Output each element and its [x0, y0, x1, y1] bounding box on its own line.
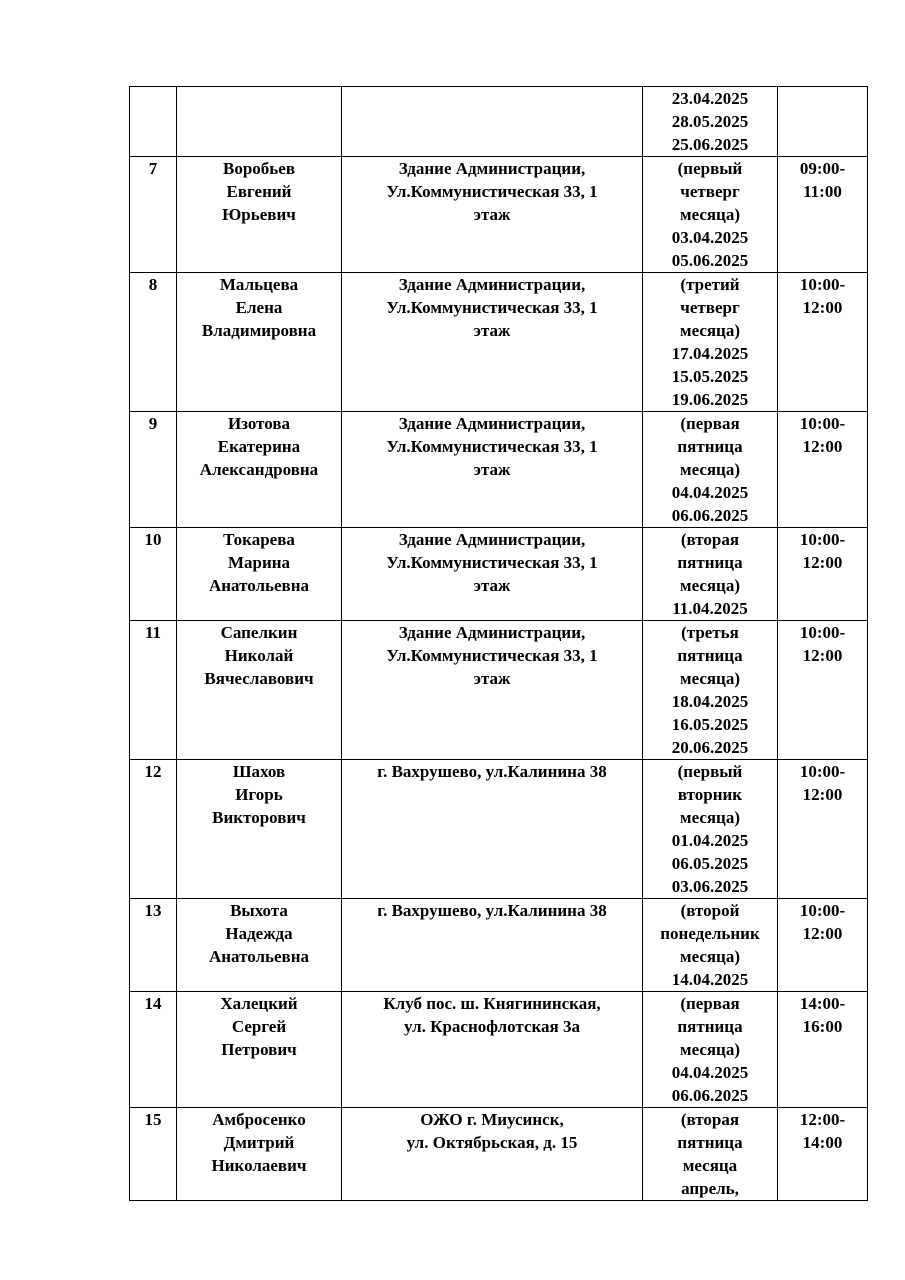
schedule-dates-cell-line: (первый — [677, 159, 743, 178]
reception-time-cell — [778, 528, 868, 621]
row-number-cell: 7 — [130, 157, 177, 273]
person-name-cell — [177, 273, 342, 412]
schedule-dates-cell — [643, 1108, 778, 1201]
schedule-dates-cell-line: 23.04.2025 — [671, 89, 749, 108]
address-cell-line: этаж — [473, 576, 511, 595]
schedule-dates-cell-line: месяца — [682, 1156, 738, 1175]
address-cell — [342, 528, 643, 621]
schedule-dates-cell-line: 01.04.2025 — [671, 831, 749, 850]
reception-time-cell-line: 10:00- — [799, 275, 846, 294]
address-cell-line: г. Вахрушево, ул.Калинина 38 — [377, 901, 607, 920]
address-cell-line: Здание Администрации, — [398, 623, 586, 642]
person-name-cell-line: Екатерина — [217, 437, 301, 456]
schedule-dates-cell-line: 19.06.2025 — [671, 390, 749, 409]
schedule-dates-cell-line: 20.06.2025 — [671, 738, 749, 757]
person-name-cell-line: Елена — [235, 298, 283, 317]
row-number-cell: 13 — [130, 899, 177, 992]
person-name-cell — [177, 992, 342, 1108]
row-number-cell: 8 — [130, 273, 177, 412]
address-cell — [342, 157, 643, 273]
schedule-dates-cell-line: (первый — [677, 762, 743, 781]
reception-time-cell-line: 12:00 — [802, 553, 843, 572]
schedule-dates-cell-line: пятница — [677, 437, 743, 456]
address-cell — [342, 621, 643, 760]
schedule-dates-cell-line: 25.06.2025 — [671, 135, 749, 154]
person-name-cell-line: Юрьевич — [222, 205, 296, 224]
reception-time-cell-line: 12:00 — [802, 437, 843, 456]
reception-time-cell — [778, 157, 868, 273]
address-cell-line: Здание Администрации, — [398, 414, 586, 433]
reception-time-cell-line: 11:00 — [803, 182, 842, 201]
schedule-dates-cell — [643, 412, 778, 528]
schedule-dates-cell-line: 04.04.2025 — [671, 483, 749, 502]
schedule-dates-cell-line: 16.05.2025 — [671, 715, 749, 734]
person-name-cell — [177, 528, 342, 621]
reception-time-cell-line: 16:00 — [802, 1017, 843, 1036]
schedule-dates-cell-line: апрель, — [681, 1179, 739, 1198]
reception-time-cell — [778, 899, 868, 992]
person-name-cell-line: Анатольевна — [208, 576, 310, 595]
row-number-cell: 11 — [130, 621, 177, 760]
reception-time-cell-line: 10:00- — [799, 623, 846, 642]
schedule-dates-cell — [643, 157, 778, 273]
schedule-dates-cell-line: четверг — [680, 298, 740, 317]
address-cell — [342, 899, 643, 992]
schedule-dates-cell-line: (второй — [680, 901, 740, 920]
schedule-table-body — [130, 87, 868, 1201]
schedule-dates-cell-line: 06.06.2025 — [671, 1086, 749, 1105]
schedule-dates-cell-line: 11.04.2025 — [672, 599, 748, 618]
schedule-dates-cell — [643, 621, 778, 760]
reception-time-cell — [778, 87, 868, 157]
address-cell-line: этаж — [473, 205, 511, 224]
person-name-cell-line: Николаевич — [211, 1156, 307, 1175]
schedule-dates-cell-line: вторник — [677, 785, 743, 804]
person-name-cell-line: Амбросенко — [212, 1110, 306, 1129]
person-name-cell-line: Николай — [224, 646, 294, 665]
person-name-cell-line: Мальцева — [219, 275, 299, 294]
reception-time-cell-line: 12:00 — [802, 924, 843, 943]
address-cell — [342, 412, 643, 528]
person-name-cell — [177, 899, 342, 992]
person-name-cell-line: Марина — [227, 553, 291, 572]
row-number-cell: 12 — [130, 760, 177, 899]
reception-time-cell-line: 12:00 — [802, 785, 843, 804]
row-number-cell: 9 — [130, 412, 177, 528]
table-row — [130, 621, 868, 760]
reception-time-cell-line: 10:00- — [799, 901, 846, 920]
schedule-dates-cell-line: (третья — [681, 623, 739, 642]
person-name-cell-line: Шахов — [232, 762, 286, 781]
address-cell — [342, 992, 643, 1108]
schedule-dates-cell-line: месяца) — [679, 576, 741, 595]
person-name-cell-line: Выхота — [230, 901, 288, 920]
person-name-cell-line: Надежда — [225, 924, 293, 943]
address-cell-line: ул. Краснофлотская 3а — [404, 1017, 580, 1036]
schedule-dates-cell-line: 03.06.2025 — [671, 877, 749, 896]
reception-time-cell-line: 09:00- — [799, 159, 846, 178]
table-row — [130, 899, 868, 992]
table-row — [130, 412, 868, 528]
schedule-dates-cell-line: месяца) — [679, 1040, 741, 1059]
address-cell-line: Ул.Коммунистическая 33, 1 — [386, 182, 598, 201]
schedule-dates-cell — [643, 528, 778, 621]
row-number-cell: 10 — [130, 528, 177, 621]
schedule-dates-cell-line: пятница — [677, 646, 743, 665]
schedule-table — [129, 86, 868, 1201]
address-cell-line: Ул.Коммунистическая 33, 1 — [386, 298, 598, 317]
reception-time-cell — [778, 621, 868, 760]
schedule-dates-cell-line: пятница — [677, 1133, 743, 1152]
address-cell-line: Здание Администрации, — [398, 530, 586, 549]
person-name-cell-line: Викторович — [212, 808, 306, 827]
address-cell-line: Ул.Коммунистическая 33, 1 — [386, 437, 598, 456]
schedule-dates-cell-line: (первая — [680, 414, 740, 433]
address-cell — [342, 87, 643, 157]
table-row — [130, 87, 868, 157]
schedule-dates-cell — [643, 273, 778, 412]
table-row — [130, 157, 868, 273]
person-name-cell-line: Вячеславович — [204, 669, 314, 688]
person-name-cell-line: Анатольевна — [208, 947, 310, 966]
reception-time-cell-line: 10:00- — [799, 762, 846, 781]
schedule-dates-cell-line: (третий — [680, 275, 740, 294]
schedule-dates-cell-line: 06.05.2025 — [671, 854, 749, 873]
schedule-dates-cell-line: (вторая — [680, 1110, 740, 1129]
reception-time-cell — [778, 412, 868, 528]
schedule-dates-cell-line: 14.04.2025 — [671, 970, 749, 989]
schedule-dates-cell — [643, 899, 778, 992]
schedule-dates-cell-line: месяца) — [679, 321, 741, 340]
schedule-dates-cell-line: 06.06.2025 — [671, 506, 749, 525]
schedule-dates-cell-line: четверг — [680, 182, 740, 201]
address-cell-line: этаж — [473, 460, 511, 479]
schedule-dates-cell-line: пятница — [677, 553, 743, 572]
address-cell — [342, 1108, 643, 1201]
schedule-dates-cell — [643, 992, 778, 1108]
reception-time-cell-line: 10:00- — [799, 530, 846, 549]
address-cell-line: Здание Администрации, — [398, 159, 586, 178]
address-cell-line: г. Вахрушево, ул.Калинина 38 — [377, 762, 607, 781]
schedule-dates-cell-line: (вторая — [680, 530, 740, 549]
schedule-dates-cell-line: 05.06.2025 — [671, 251, 749, 270]
person-name-cell-line: Сапелкин — [220, 623, 298, 642]
person-name-cell — [177, 1108, 342, 1201]
row-number-cell: 14 — [130, 992, 177, 1108]
person-name-cell — [177, 760, 342, 899]
person-name-cell-line: Халецкий — [220, 994, 298, 1013]
address-cell — [342, 760, 643, 899]
row-number-cell: 15 — [130, 1108, 177, 1201]
reception-time-cell — [778, 992, 868, 1108]
schedule-dates-cell-line: пятница — [677, 1017, 743, 1036]
row-number-cell — [130, 87, 177, 157]
schedule-dates-cell — [643, 760, 778, 899]
schedule-dates-cell — [643, 87, 778, 157]
address-cell-line: Здание Администрации, — [398, 275, 586, 294]
person-name-cell-line: Игорь — [235, 785, 283, 804]
reception-time-cell-line: 10:00- — [799, 414, 846, 433]
schedule-dates-cell-line: 17.04.2025 — [671, 344, 749, 363]
schedule-dates-cell-line: 03.04.2025 — [671, 228, 749, 247]
reception-time-cell-line: 12:00 — [802, 646, 843, 665]
address-cell-line: этаж — [473, 669, 511, 688]
person-name-cell — [177, 157, 342, 273]
person-name-cell — [177, 412, 342, 528]
reception-time-cell — [778, 273, 868, 412]
person-name-cell-line: Изотова — [227, 414, 291, 433]
person-name-cell-line: Дмитрий — [223, 1133, 295, 1152]
schedule-dates-cell-line: 15.05.2025 — [671, 367, 749, 386]
reception-time-cell — [778, 760, 868, 899]
address-cell-line: ул. Октябрьская, д. 15 — [406, 1133, 578, 1152]
person-name-cell-line: Евгений — [226, 182, 292, 201]
schedule-dates-cell-line: месяца) — [679, 205, 741, 224]
schedule-dates-cell-line: понедельник — [660, 924, 760, 943]
person-name-cell-line: Воробьев — [222, 159, 295, 178]
address-cell-line: ОЖО г. Миусинск, — [420, 1110, 564, 1129]
table-row — [130, 528, 868, 621]
table-row — [130, 992, 868, 1108]
reception-time-cell-line: 12:00- — [799, 1110, 846, 1129]
document-page — [129, 86, 858, 1201]
table-row — [130, 273, 868, 412]
address-cell — [342, 273, 643, 412]
person-name-cell-line: Петрович — [221, 1040, 297, 1059]
table-row — [130, 1108, 868, 1201]
schedule-dates-cell-line: месяца) — [679, 669, 741, 688]
address-cell-line: Ул.Коммунистическая 33, 1 — [386, 553, 598, 572]
person-name-cell — [177, 87, 342, 157]
schedule-dates-cell-line: 28.05.2025 — [671, 112, 749, 131]
person-name-cell-line: Владимировна — [201, 321, 317, 340]
address-cell-line: этаж — [473, 321, 511, 340]
schedule-dates-cell-line: месяца) — [679, 808, 741, 827]
person-name-cell-line: Токарева — [223, 530, 295, 549]
reception-time-cell-line: 14:00- — [799, 994, 846, 1013]
schedule-dates-cell-line: 04.04.2025 — [671, 1063, 749, 1082]
person-name-cell-line: Александровна — [199, 460, 319, 479]
schedule-dates-cell-line: (первая — [680, 994, 740, 1013]
reception-time-cell-line: 12:00 — [802, 298, 843, 317]
schedule-dates-cell-line: месяца) — [679, 947, 741, 966]
person-name-cell-line: Сергей — [231, 1017, 287, 1036]
address-cell-line: Ул.Коммунистическая 33, 1 — [386, 646, 598, 665]
address-cell-line: Клуб пос. ш. Княгининская, — [383, 994, 601, 1013]
schedule-dates-cell-line: месяца) — [679, 460, 741, 479]
person-name-cell — [177, 621, 342, 760]
table-row — [130, 760, 868, 899]
schedule-dates-cell-line: 18.04.2025 — [671, 692, 749, 711]
reception-time-cell-line: 14:00 — [802, 1133, 843, 1152]
reception-time-cell — [778, 1108, 868, 1201]
